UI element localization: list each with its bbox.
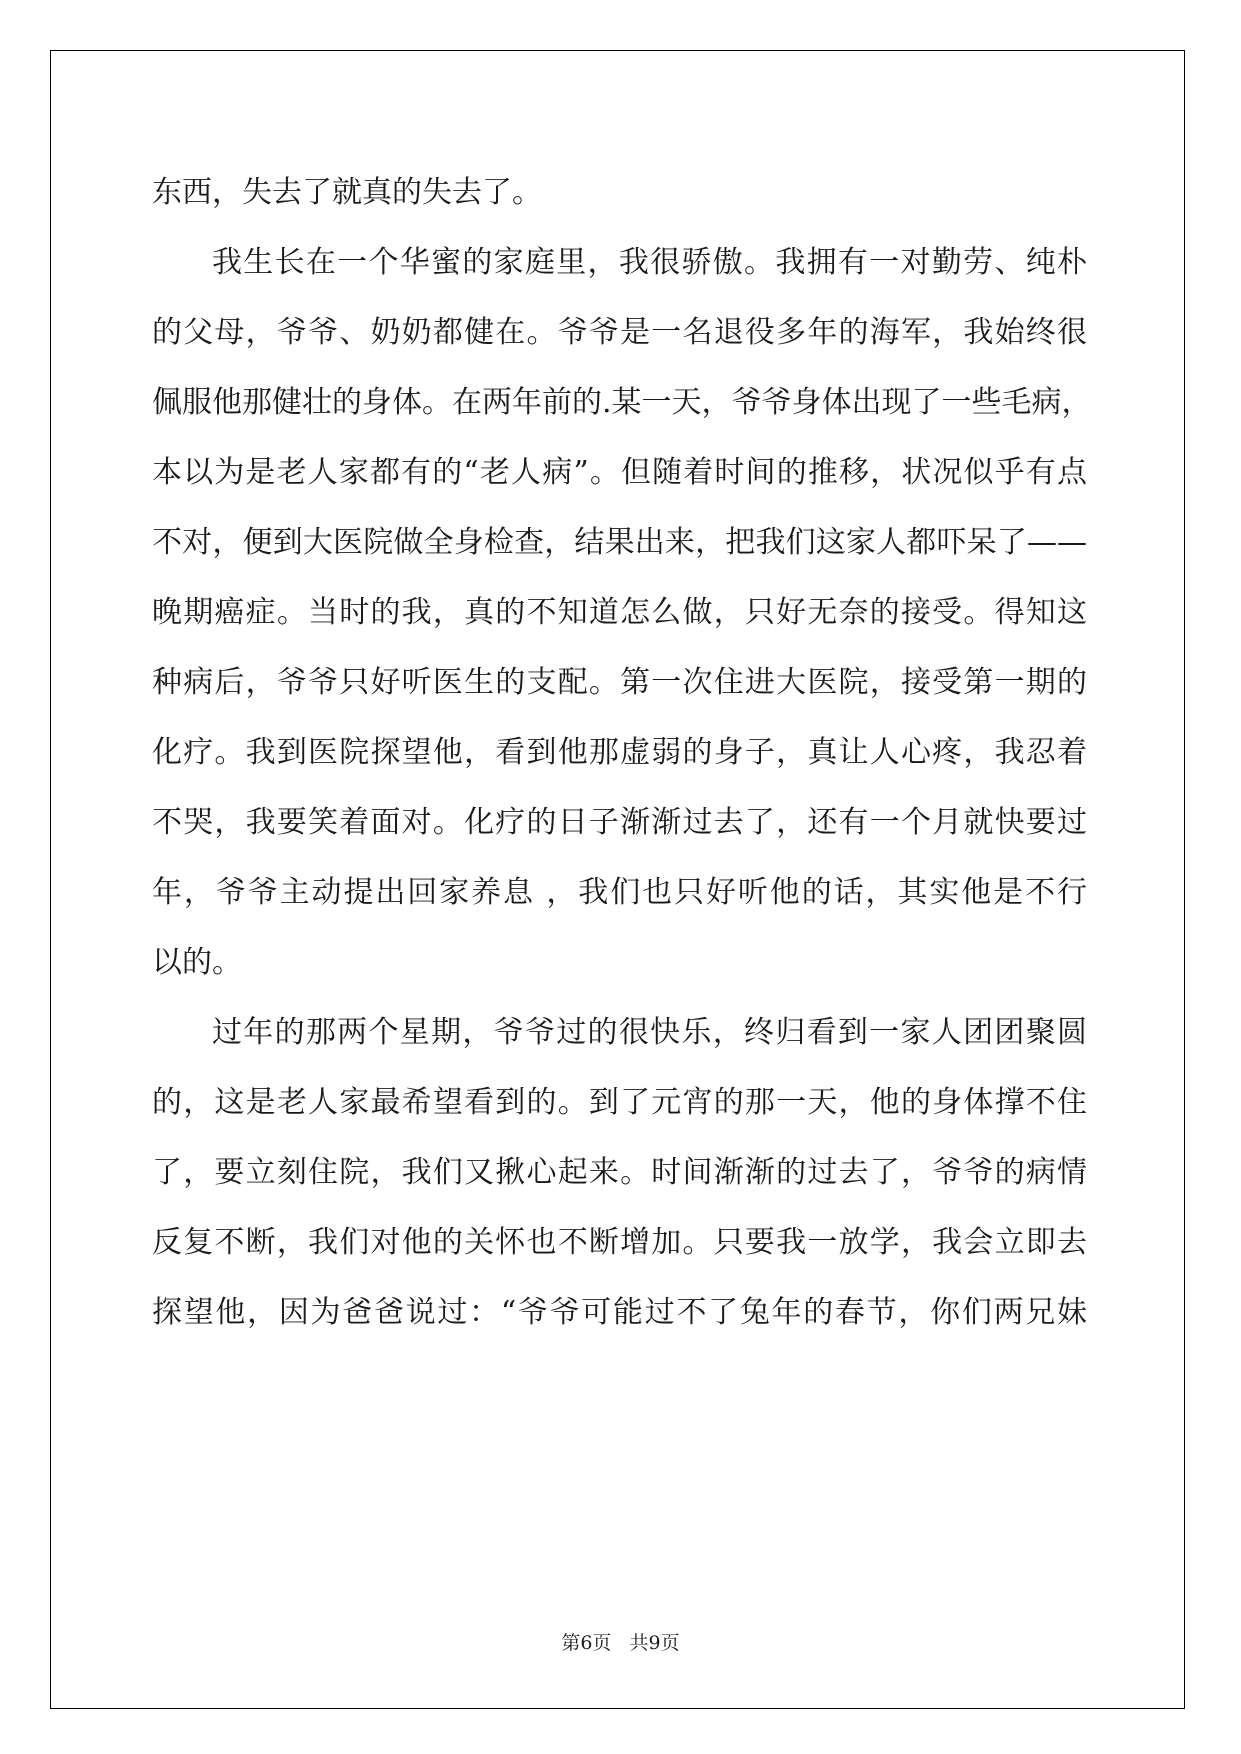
text-line: 本以为是老人家都有的“老人病”。但随着时间的推移，状况似乎有点 xyxy=(152,455,1087,490)
text-line: 反复不断，我们对他的关怀也不断增加。只要我一放学，我会立即去 xyxy=(152,1225,1087,1260)
text-line: 佩服他那健壮的身体。在两年前的.某一天，爷爷身体出现了一些毛病， xyxy=(152,385,1092,420)
text-line: 探望他，因为爸爸说过：“爷爷可能过不了兔年的春节，你们两兄妹 xyxy=(152,1295,1087,1330)
paragraph-first-line: 过年的那两个星期，爷爷过的很快乐，终归看到一家人团团聚圆 xyxy=(212,1015,1087,1050)
text-line: 种病后，爷爷只好听医生的支配。第一次住进大医院，接受第一期的 xyxy=(152,665,1087,700)
paragraph-first-line: 我生长在一个华蜜的家庭里，我很骄傲。我拥有一对勤劳、纯朴 xyxy=(212,245,1087,280)
text-line: 的，这是老人家最希望看到的。到了元宵的那一天，他的身体撑不住 xyxy=(152,1085,1087,1120)
text-line: 不哭，我要笑着面对。化疗的日子渐渐过去了，还有一个月就快要过 xyxy=(152,805,1087,840)
text-line: 不对，便到大医院做全身检查，结果出来，把我们这家人都吓呆了—— xyxy=(152,525,1087,560)
text-line: 的父母，爷爷、奶奶都健在。爷爷是一名退役多年的海军，我始终很 xyxy=(152,315,1087,350)
text-line: 年，爷爷主动提出回家养息 ，我们也只好听他的话，其实他是不行 xyxy=(152,875,1087,910)
text-line: 东西，失去了就真的失去了。 xyxy=(152,175,542,210)
page-number-footer: 第6页 共9页 xyxy=(561,1632,680,1654)
text-line: 晚期癌症。当时的我，真的不知道怎么做，只好无奈的接受。得知这 xyxy=(152,595,1087,630)
text-line: 以的。 xyxy=(152,945,242,980)
document-body xyxy=(152,158,1092,1348)
text-line: 了，要立刻住院，我们又揪心起来。时间渐渐的过去了，爷爷的病情 xyxy=(152,1155,1087,1190)
text-line: 化疗。我到医院探望他，看到他那虚弱的身子，真让人心疼，我忍着 xyxy=(152,735,1087,770)
